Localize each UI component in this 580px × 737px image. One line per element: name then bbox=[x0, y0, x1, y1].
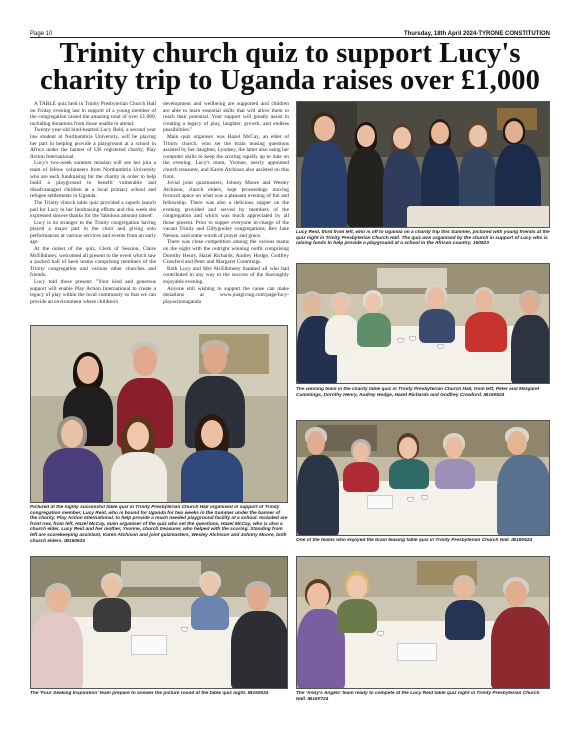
paragraph: Lucy told those present: "Your kind and generous support will enable Play Action International to create a legacy of play within the local community so that we can provide an environment where children's bbox=[30, 279, 156, 305]
paragraph: Both Lucy and Mrs McElhinney thanked all who had contributed in any way to the success of the thoroughly enjoyable evening. bbox=[163, 265, 289, 286]
photo-organisers bbox=[30, 325, 288, 503]
photo-winning-team bbox=[296, 263, 550, 384]
article-column-1 bbox=[30, 101, 156, 306]
paragraph: Twenty-year-old bind-hearted Lucy Reid, a second year law student at Northumbria University, will be playing her part in helping provide a playground at a school in Africa under the banner of UK registered charity, Play Action International. bbox=[30, 127, 156, 160]
paragraph: development and wellbeing are supported and children are able to learn essential skills that will allow them to reach their potential. Your support will greatly assist in creating a legacy of play, laughter, growth, and endless possibilities." bbox=[163, 101, 289, 134]
paragraph: Lucy's two-week summer mission will see her join a team of fellow volunteers from Northumbria University who are each fundraising for the charity in order to help build a playground to benefit vulnerable and disadvantaged children at a local primary school and refugee settlements in Uganda. bbox=[30, 160, 156, 200]
dateline: Thursday, 18th April 2024-TYRONE CONSTITUTION bbox=[403, 31, 550, 37]
paragraph: The Trinity church table quiz provided a superb launch pad for Lucy in her fundraising efforts and this week she expressed sincere thanks for the 'fabulous amount raised'. bbox=[30, 199, 156, 220]
photo-four-seaking-inspiration bbox=[30, 556, 288, 689]
caption-team-table: One of the teams who enjoyed the brain teasing table quiz in Trinity Presbyterian Church Hall. IB160624 bbox=[296, 538, 533, 543]
paragraph: At the outset of the quiz, Clerk of Session, Claire McElhinney, welcomed all present to the event which saw a packed hall of keen teams comprising members of the Trinity congregation and various other churches and friends. bbox=[30, 246, 156, 279]
photo-young-friends bbox=[296, 101, 550, 228]
photo-andys-angels bbox=[296, 556, 550, 689]
caption-winning-team: The winning team in the charity table quiz in Trinity Presbyterian Church Hall, from left, Peter and Margaret Cummings, Dorothy Henry, Audrey Hodge, Hazel Richards and Godfrey Crawford. IB160524 bbox=[296, 387, 540, 398]
paragraph: Main quiz organiser was Hazel McCay, an elder of Trinity church, who set the brain teasing questions assisted by her daughter, Lyndsey, the latter also using her computer skills to keep the scoring rapidly up to date on the evening. Lucy's mum, Yvonne, newly appointed church treasurer, and Karen Atchison also assisted on this front. bbox=[163, 133, 289, 180]
paragraph: Anyone still wishing to support the cause can make donations at www.justgiving.com/page/lucy-playactionuganda bbox=[163, 285, 289, 305]
headline: Trinity church quiz to support Lucy's charity trip to Uganda raises over £1,000 bbox=[40, 38, 540, 96]
paragraph: There was close competition among the various teams on the night with the outright winning outfit comprising Dorothy Henry, Hazel Richards, Audrey Hodge, Godfrey Crawford and Peter and Margaret Cummings. bbox=[163, 239, 289, 266]
paragraph: Lucy is no stranger to the Trinity congregation having played a major part in the choir and giving solo performances at various services and events from an early age. bbox=[30, 219, 156, 246]
caption-organisers: Pictured at the highly successful table quiz in Trinity Presbyterian Church Hall organised in support of Trinity congregation member, Lucy Reid, who is bound for Uganda for two weeks in the Summer under the banner of the charity, Play Action International, to help provide a much needed playground facility at a school. Included are front row, from left, Hazel McCay, main organiser of the quiz who set the questions, Hazel McCay, who is also a church elder, Lucy Reid and her mother, Yvonne, church treasurer, who helped with the scoring. Standing from left are scorekeeping assistant, Karen Atchison and joint quizmasters, Wesley Atchison and Johnny Moore, both church elders. IB160624 bbox=[30, 505, 288, 544]
photo-team-table bbox=[296, 420, 550, 536]
article-column-2 bbox=[163, 101, 289, 306]
paragraph: A TABLE quiz held in Trinity Presbyterian Church Hall on Friday evening last in support of a young member of the congregation raised the amazing total of over £1,000, including donations from those unable to attend. bbox=[30, 101, 156, 127]
page-number: Page 10 bbox=[30, 31, 53, 37]
page-header bbox=[30, 25, 550, 37]
caption-young-friends: Lucy Reid, third from left, who is off to Uganda on a charity trip this Summer, pictured with young friends at the quiz night in Trinity Presbyterian Church Hall. The quiz was organised by the church in support of Lucy who is raising funds to help provide a playground at a school in the African country. 160523 bbox=[296, 230, 550, 247]
caption-andys-angels: The 'Andy's Angels' team ready to compete at the Lucy Reid table quiz night in Trinity Presbyterian Church Hall. IB160724 bbox=[296, 691, 540, 702]
caption-four-seaking-inspiration: The 'Four Seaking Inspiration' team prepare to answer the picture round at the table quiz night. IB160524 bbox=[30, 691, 269, 696]
paragraph: Jovial joint quizmasters, Johnny Moore and Wesley Atchison, church elders, kept proceedings moving forward apace on what was a pleasant evening of fun and fellowship. There was also a delicious supper on the evening provided and served by members of the congregation and which was much appreciated by all those present. Prior to supper everyone in-charge of the vacant Trinity and Gillygooley congregations, Rev Jane Nelson, said some words of prayer and grace. bbox=[163, 180, 289, 239]
